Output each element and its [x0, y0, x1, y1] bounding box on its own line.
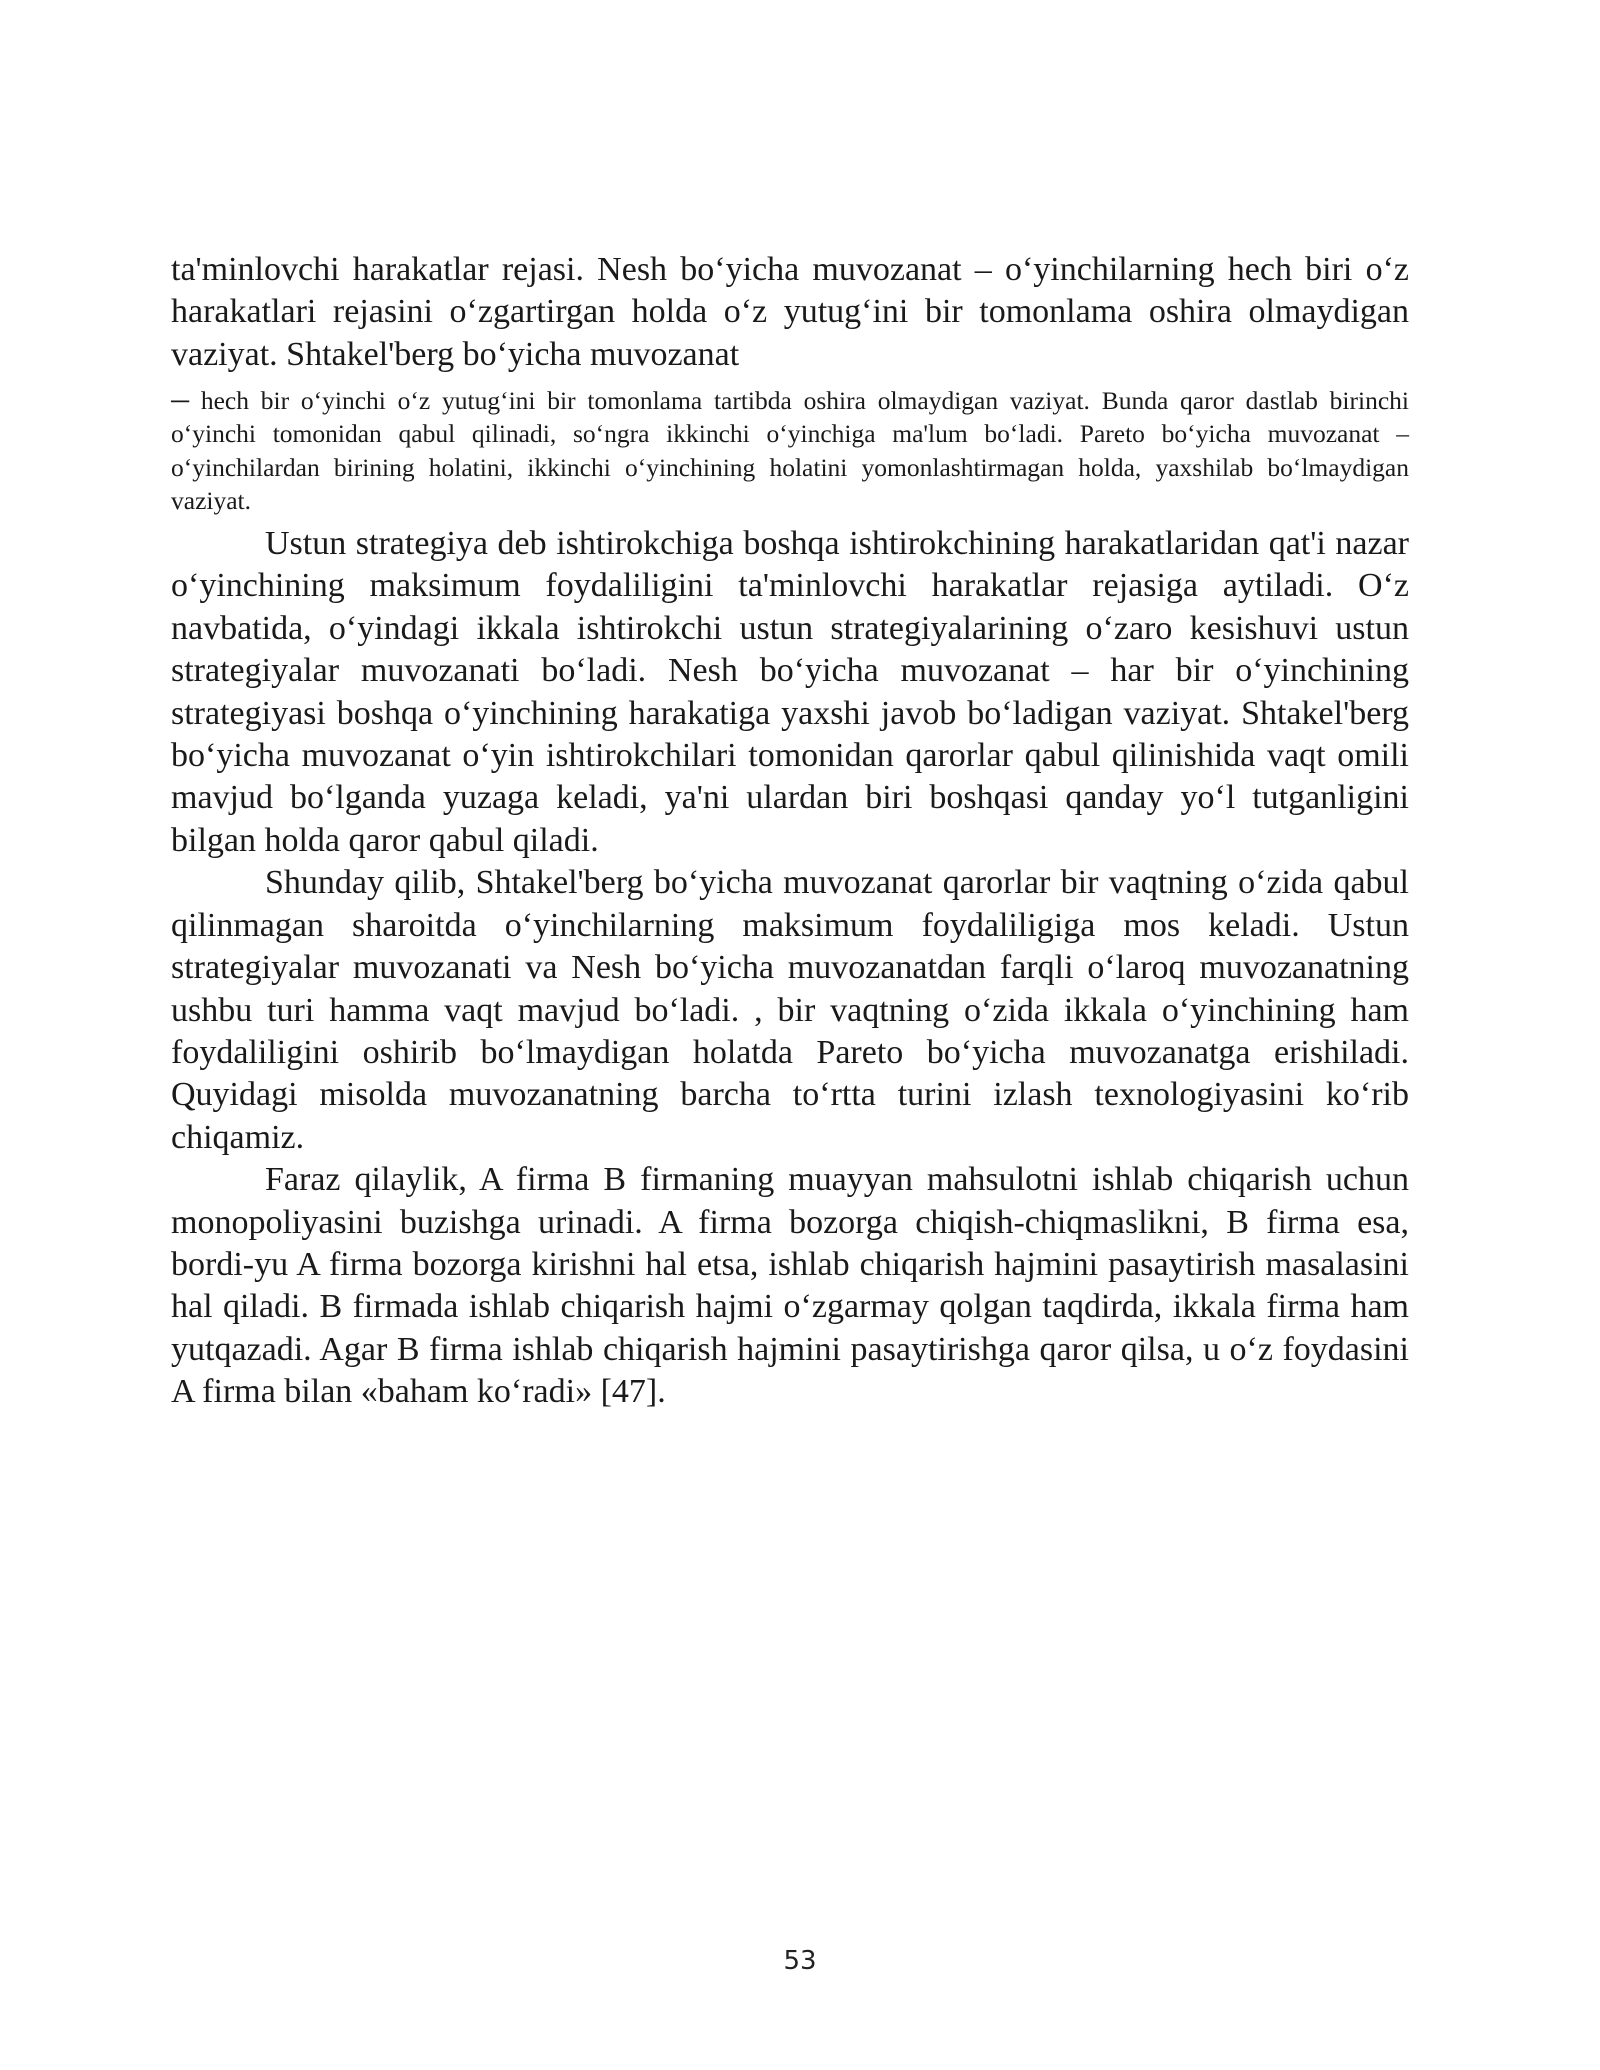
paragraph-firm-example: Faraz qilaylik, A firma B firmaning muayyan mahsulotni ishlab chiqarish uchun monopoliyasini buzishga urinadi. A firma bozorga chiqish-chiqmaslikni, B firma esa, bordi-yu A firma bozorga kirishni hal etsa, ishlab chiqarish hajmini pasaytirish masalasini hal qiladi. B firmada ishlab chiqarish hajmi oʻzgarmay qolgan taqdirda, ikkala firma ham yutqazadi. Agar B firma ishlab chiqarish hajmini pasaytirishga qaror qilsa, u oʻz foydasini A firma bilan «baham koʻradi» [47].	[171, 1161, 1409, 1411]
page-body	[171, 249, 1409, 1414]
paragraph-equilibrium-intro: ta'minlovchi harakatlar rejasi. Nesh boʻyicha muvozanat – oʻyinchilarning hech biri oʻz harakatlari rejasini oʻzgartirgan holda oʻz yutugʻini bir tomonlama oshira olmaydigan vaziyat. Shtakel'berg boʻyicha muvozanat	[171, 251, 1409, 373]
paragraph-stackelberg-pareto-note: ─ hech bir oʻyinchi oʻz yutugʻini bir tomonlama tartibda oshira olmaydigan vaziyat. Bunda qaror dastlab birinchi oʻyinchi tomonidan qabul qilinadi, soʻngra ikkinchi oʻyinchiga ma'lum boʻladi. Pareto boʻyicha muvozanat – oʻyinchilardan birining holatini, ikkinchi oʻyinchining holatini yomonlashtirmagan holda, yaxshilab boʻlmaydigan vaziyat.	[171, 386, 1409, 515]
page-number: 53	[783, 1946, 817, 1976]
paragraph-dominant-strategy: Ustun strategiya deb ishtirokchiga boshqa ishtirokchining harakatlaridan qat'i nazar oʻyinchining maksimum foydaliligini ta'minlovchi harakatlar rejasiga aytiladi. Oʻz navbatida, oʻyindagi ikkala ishtirokchi ustun strategiyalarining oʻzaro kesishuvi ustun strategiyalar muvozanati boʻladi. Nesh boʻyicha muvozanat – har bir oʻyinchining strategiyasi boshqa oʻyinchining harakatiga yaxshi javob boʻladigan vaziyat. Shtakel'berg boʻyicha muvozanat oʻyin ishtirokchilari tomonidan qarorlar qabul qilinishida vaqt omili mavjud boʻlganda yuzaga keladi, ya'ni ulardan biri boshqasi qanday yoʻl tutganligini bilgan holda qaror qabul qiladi.	[171, 525, 1409, 859]
paragraph-stackelberg-summary: Shunday qilib, Shtakel'berg boʻyicha muvozanat qarorlar bir vaqtning oʻzida qabul qilinmagan sharoitda oʻyinchilarning maksimum foydaliligiga mos keladi. Ustun strategiyalar muvozanati va Nesh boʻyicha muvozanatdan farqli oʻlaroq muvozanatning ushbu turi hamma vaqt mavjud boʻladi. , bir vaqtning oʻzida ikkala oʻyinchining ham foydaliligini oshirib boʻlmaydigan holatda Pareto boʻyicha muvozanatga erishiladi. Quyidagi misolda muvozanatning barcha toʻrtta turini izlash texnologiyasini koʻrib chiqamiz.	[171, 864, 1409, 1156]
